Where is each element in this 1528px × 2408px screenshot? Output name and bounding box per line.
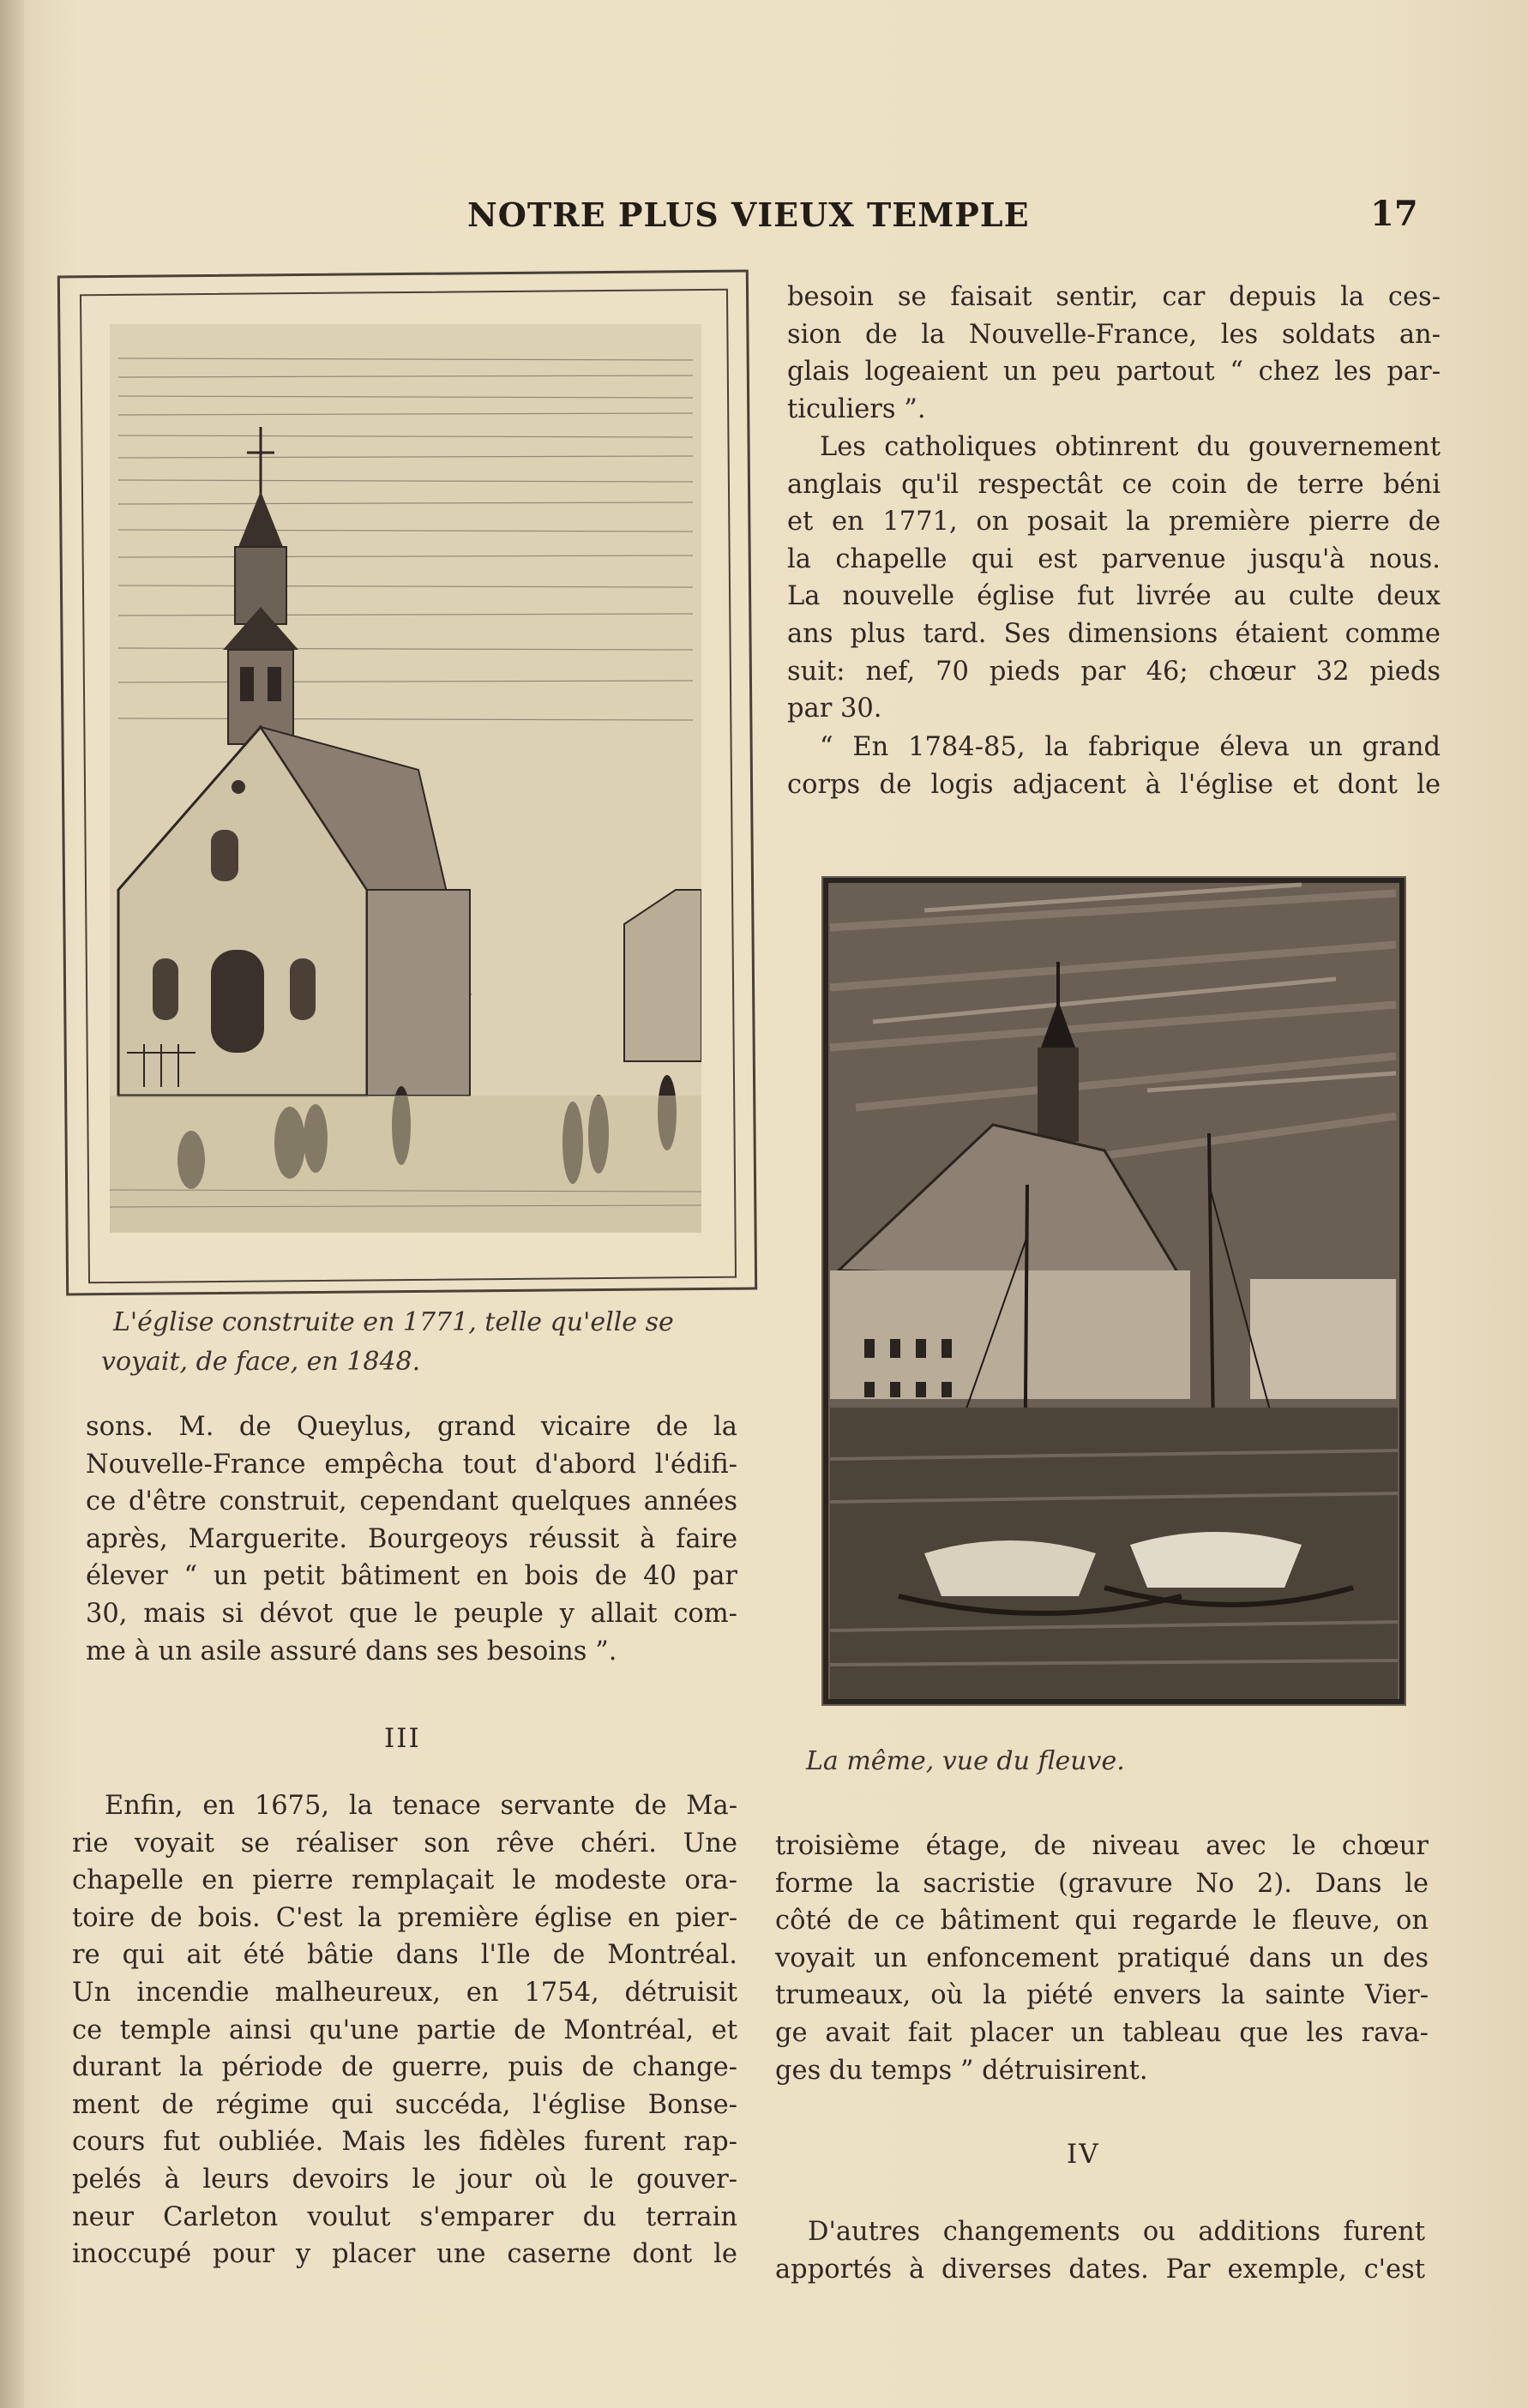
text-line: forme la sacristie (gravure No 2). Dans le	[775, 1868, 1429, 1899]
text-line: corps de logis adjacent à l'église et dont le	[787, 769, 1441, 800]
text-line: Enfin, en 1675, la tenace servante de Ma-	[105, 1791, 737, 1821]
text-line: D'autres changements ou additions furent	[808, 2217, 1425, 2247]
text-line: toire de bois. C'est la première église en pier-	[72, 1902, 737, 1933]
text-line: après, Marguerite. Bourgeoys réussit à faire	[86, 1523, 737, 1554]
right-column-para2	[787, 429, 1441, 728]
text-line: troisième étage, de niveau avec le chœur	[775, 1831, 1429, 1861]
figure1-caption-line1: L'église construite en 1771, telle qu'elle se	[113, 1307, 674, 1337]
text-line: suit: nef, 70 pieds par 46; chœur 32 pieds	[787, 656, 1441, 687]
text-line: rie voyait se réaliser son rêve chéri. Une	[72, 1828, 737, 1859]
text-line: durant la période de guerre, puis de change-	[72, 2052, 737, 2083]
text-line: ment de régime qui succéda, l'église Bonse-	[72, 2089, 737, 2120]
text-line: par 30.	[787, 694, 882, 724]
text-line: ce temple ainsi qu'une partie de Montréal, et	[72, 2015, 737, 2045]
running-title: NOTRE PLUS VIEUX TEMPLE	[467, 195, 1030, 234]
text-line: 30, mais si dévot que le peuple y allait com-	[86, 1598, 737, 1629]
text-line: Un incendie malheureux, en 1754, détruisit	[72, 1977, 737, 2008]
text-line: Les catholiques obtinrent du gouvernement	[820, 432, 1441, 462]
right-column-para3	[787, 729, 1441, 803]
text-line: la chapelle qui est parvenue jusqu'à nous.	[787, 543, 1441, 574]
text-line: apportés à diverses dates. Par exemple, c'est	[775, 2254, 1425, 2285]
figure2-caption: La même, vue du fleuve.	[806, 1746, 1125, 1776]
text-line: re qui ait été bâtie dans l'Ile de Montréal.	[72, 1940, 737, 1971]
text-line: me à un asile assuré dans ses besoins ”.	[86, 1636, 617, 1666]
text-line: Nouvelle-France empêcha tout d'abord l'édifi-	[86, 1449, 737, 1480]
text-line: neur Carleton voulut s'emparer du terrain	[72, 2201, 737, 2232]
text-line: trumeaux, où la piété envers la sainte Vier-	[775, 1980, 1429, 2011]
text-line: anglais qu'il respectât ce coin de terre béni	[787, 469, 1441, 500]
text-line: ans plus tard. Ses dimensions étaient comme	[787, 618, 1441, 649]
text-line: sion de la Nouvelle-France, les soldats an-	[787, 319, 1441, 350]
text-line: besoin se faisait sentir, car depuis la ces-	[787, 282, 1441, 312]
section-heading-iii: III	[384, 1723, 421, 1754]
right-column-para1	[787, 279, 1441, 428]
left-column-para2	[72, 1787, 737, 2273]
book-spine-shadow	[0, 0, 24, 2408]
text-line: ges du temps ” détruisirent.	[775, 2055, 1148, 2086]
figure1-church-facade-engraving	[110, 324, 701, 1233]
right-column-para5	[775, 2213, 1425, 2288]
right-column-para4	[775, 1828, 1429, 2089]
text-line: ticuliers ”.	[787, 393, 926, 424]
text-line: La nouvelle église fut livrée au culte deux	[787, 581, 1441, 612]
figure1-caption-line2: voyait, de face, en 1848.	[101, 1347, 421, 1377]
text-line: cours fut oubliée. Mais les fidèles furent rap-	[72, 2127, 737, 2158]
text-line: ce d'être construit, cependant quelques années	[86, 1486, 737, 1517]
text-line: glais logeaient un peu partout “ chez les par-	[787, 357, 1441, 387]
figure2-church-river-engraving	[821, 876, 1406, 1706]
text-line: inoccupé pour y placer une caserne dont le	[72, 2239, 737, 2270]
text-line: chapelle en pierre remplaçait le modeste ora-	[72, 1865, 737, 1896]
left-column-para1	[86, 1408, 737, 1670]
text-line: élever “ un petit bâtiment en bois de 40 par	[86, 1561, 737, 1592]
text-line: voyait un enfoncement pratiqué dans un des	[775, 1943, 1429, 1973]
page-number: 17	[1370, 194, 1418, 234]
text-line: pelés à leurs devoirs le jour où le gouver-	[72, 2164, 737, 2195]
figure1-caption	[101, 1303, 748, 1382]
text-line: ge avait fait placer un tableau que les rava-	[775, 2017, 1429, 2048]
text-line: sons. M. de Queylus, grand vicaire de la	[86, 1412, 737, 1442]
section-heading-iv: IV	[1067, 2139, 1100, 2170]
text-line: et en 1771, on posait la première pierre de	[787, 507, 1441, 537]
text-line: “ En 1784-85, la fabrique éleva un grand	[820, 732, 1441, 762]
text-line: côté de ce bâtiment qui regarde le fleuve, on	[775, 1906, 1429, 1937]
